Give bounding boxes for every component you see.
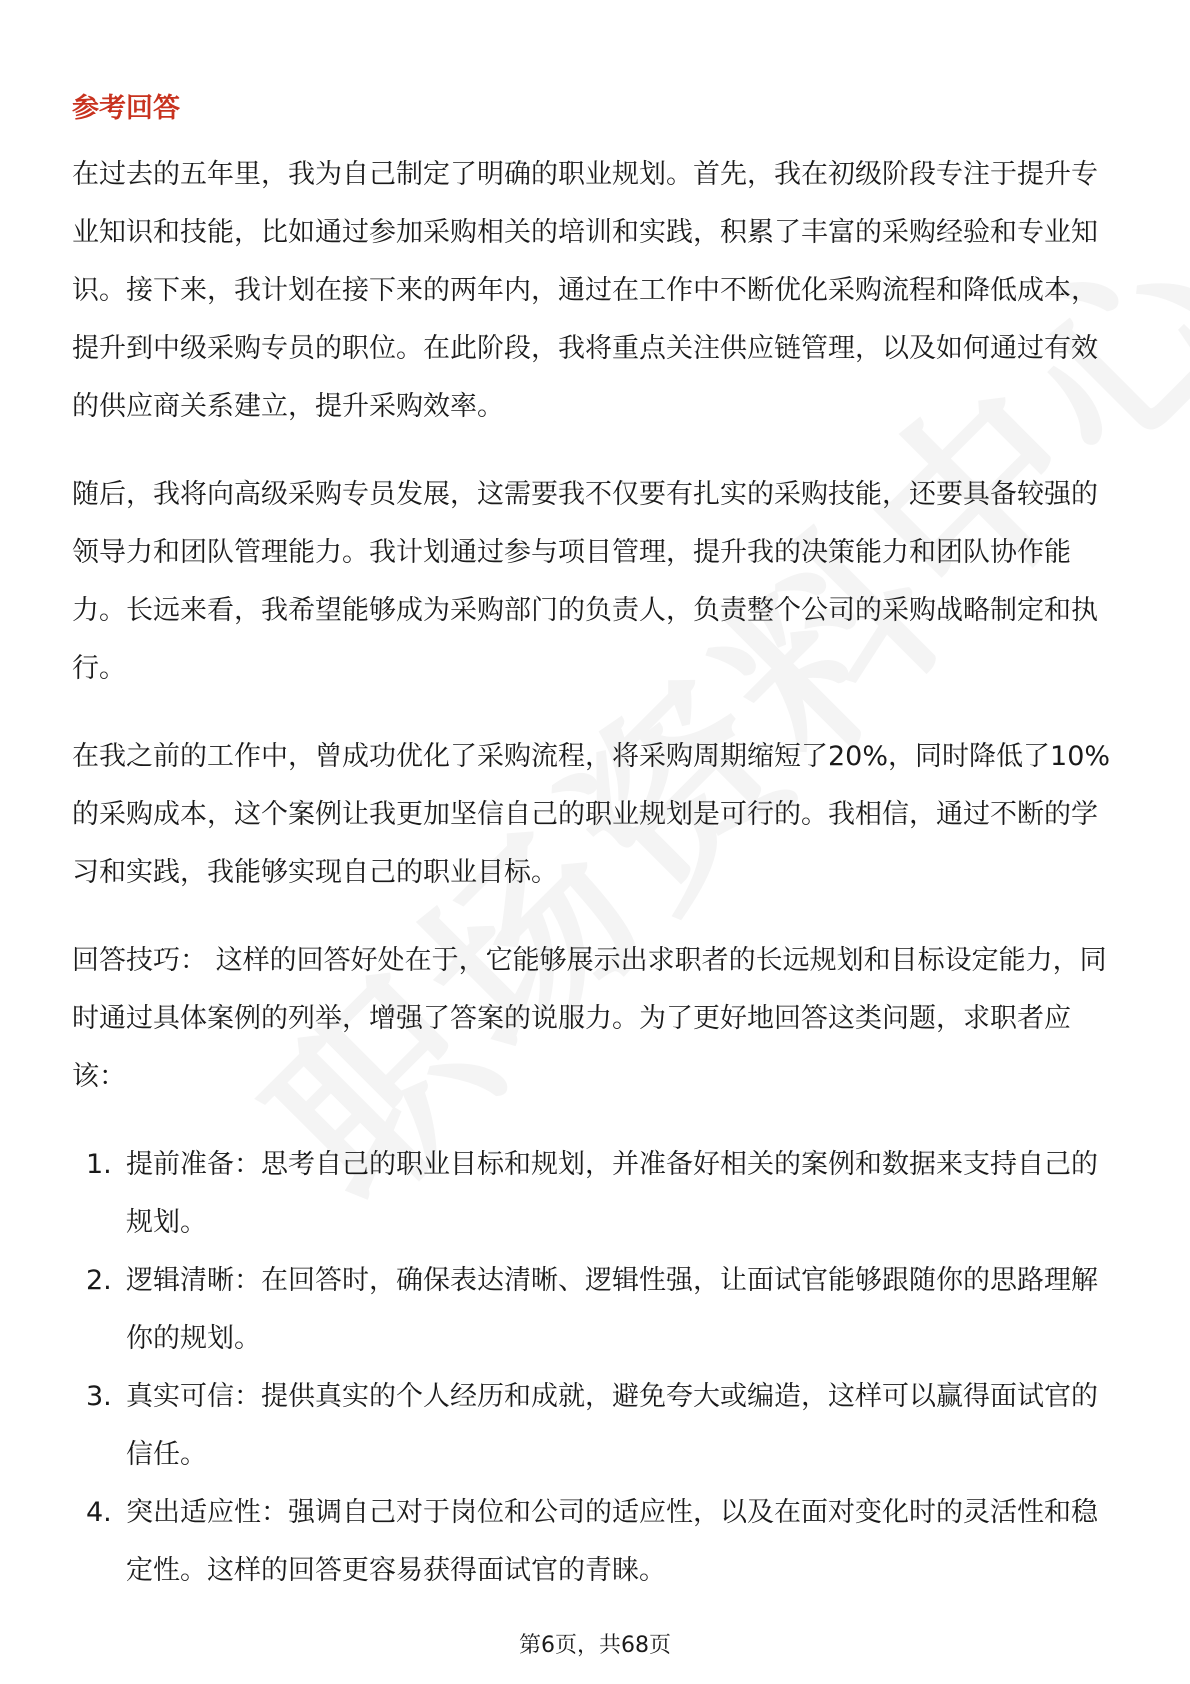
- paragraph-2: 随后，我将向高级采购专员发展，这需要我不仅要有扎实的采购技能，还要具备较强的领导力和团队管理能力。我计划通过参与项目管理，提升我的决策能力和团队协作能力。长远来看，我希望能够成为采购部门的负责人，负责整个公司的采购战略制定和执行。: [72, 479, 1098, 684]
- paragraph-1: 在过去的五年里，我为自己制定了明确的职业规划。首先，我在初级阶段专注于提升专业知识和技能，比如通过参加采购相关的培训和实践，积累了丰富的采购经验和专业知识。接下来，我计划在接下来的两年内，通过在工作中不断优化采购流程和降低成本，提升到中级采购专员的职位。在此阶段，我将重点关注供应链管理，以及如何通过有效的供应商关系建立，提升采购效率。: [72, 159, 1098, 422]
- list-text: 突出适应性：强调自己对于岗位和公司的适应性，以及在面对变化时的灵活性和稳定性。这样的回答更容易获得面试官的青睐。: [126, 1497, 1098, 1586]
- page-footer: 第6页，共68页: [519, 1633, 671, 1658]
- answer-tips: 回答技巧： 这样的回答好处在于，它能够展示出求职者的长远规划和目标设定能力，同时通过具体案例的列举，增强了答案的说服力。为了更好地回答这类问题，求职者应该：: [72, 945, 1107, 1092]
- list-item: [72, 1252, 1122, 1368]
- list-text: 逻辑清晰：在回答时，确保表达清晰、逻辑性强，让面试官能够跟随你的思路理解你的规划。: [126, 1265, 1098, 1354]
- content-area: [72, 80, 1122, 1600]
- list-item: [72, 1368, 1122, 1484]
- list-text: 提前准备：思考自己的职业目标和规划，并准备好相关的案例和数据来支持自己的规划。: [126, 1149, 1098, 1238]
- list-number: 3.: [86, 1381, 112, 1412]
- section-title: 参考回答: [72, 93, 180, 124]
- list-number: 2.: [86, 1265, 112, 1296]
- list-number: 1.: [86, 1149, 112, 1180]
- tips-list: [72, 1136, 1122, 1600]
- list-text: 真实可信：提供真实的个人经历和成就，避免夸大或编造，这样可以赢得面试官的信任。: [126, 1381, 1098, 1470]
- list-number: 4.: [86, 1497, 112, 1528]
- list-item: [72, 1484, 1122, 1600]
- list-item: [72, 1136, 1122, 1252]
- paragraph-3: 在我之前的工作中，曾成功优化了采购流程，将采购周期缩短了20%，同时降低了10%的采购成本，这个案例让我更加坚信自己的职业规划是可行的。我相信，通过不断的学习和实践，我能够实现自己的职业目标。: [72, 741, 1111, 888]
